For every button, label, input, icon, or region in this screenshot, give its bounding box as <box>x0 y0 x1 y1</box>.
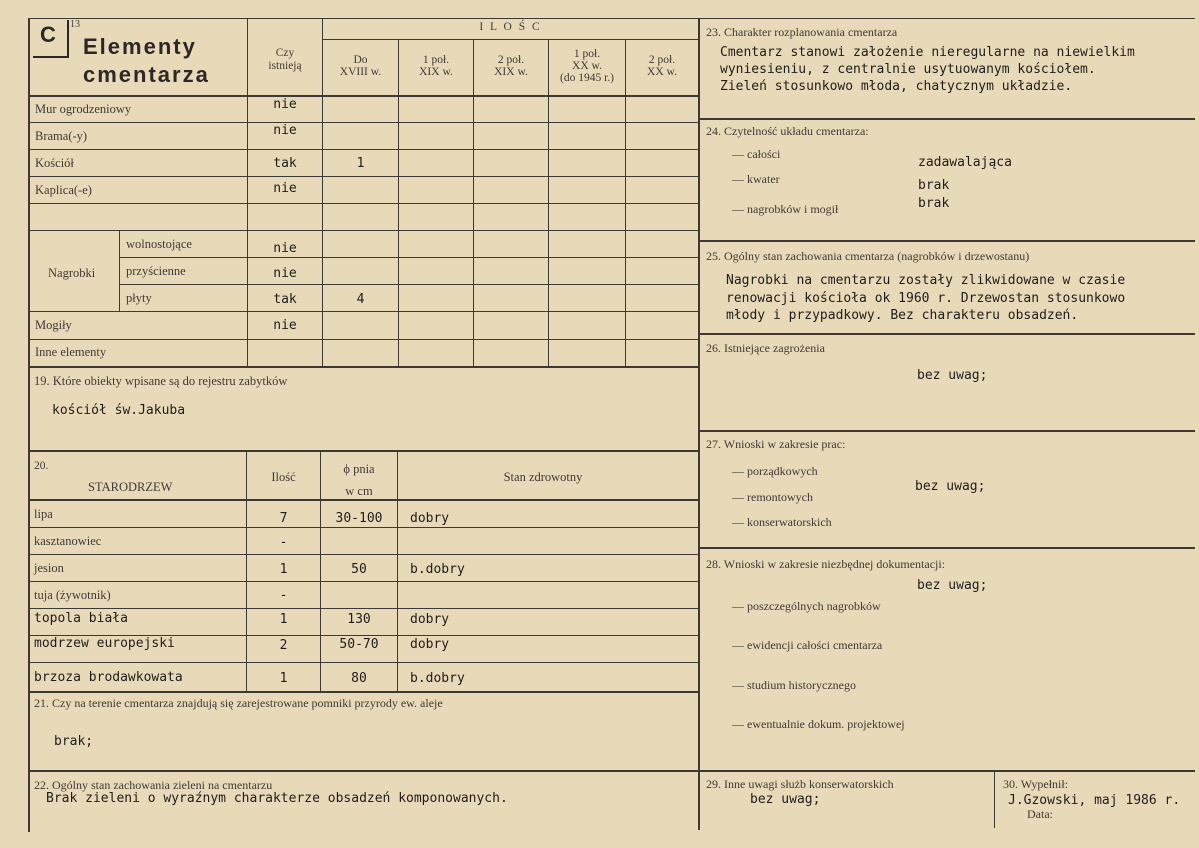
plyty-exists: tak <box>273 292 297 307</box>
s20-col-ilosc: Ilość <box>271 470 296 484</box>
period-2-l1: 1 poł. <box>422 54 450 66</box>
row-label-przyscienne: przyścienne <box>126 264 186 278</box>
form-title-line2: cmentarza <box>83 62 210 87</box>
brama-exists: nie <box>273 123 297 138</box>
s20-col-pnia-l1: ϕ pnia <box>343 462 375 476</box>
period-header-4 <box>549 48 625 84</box>
row-label-inne: Inne elementy <box>35 345 107 359</box>
page-number: 13 <box>70 19 80 30</box>
s19-value: kościół św.Jakuba <box>52 403 186 418</box>
s23-line2: wyniesieniu, z centralnie usytuowanym kościołem. <box>720 62 1096 77</box>
s20-num: 20. <box>34 460 49 472</box>
s26-label: 26. Istniejące zagrożenia <box>706 341 825 355</box>
s30-label: 30. Wypełnił: <box>1003 777 1069 791</box>
tree-pnia-topola: 130 <box>347 612 371 627</box>
tree-name-kasztanowiec: kasztanowiec <box>34 534 102 548</box>
tree-pnia-modrzew: 50-70 <box>339 637 379 652</box>
tree-pnia-lipa: 30-100 <box>335 511 383 526</box>
period-3-l1: 2 poł. <box>497 54 525 66</box>
tree-ilosc-brzoza: 1 <box>279 671 288 686</box>
tree-name-tuja: tuja (żywotnik) <box>34 588 111 602</box>
kosciol-do-xviii: 1 <box>356 156 365 171</box>
s26-value: bez uwag; <box>917 368 988 383</box>
tree-name-topola: topola biała <box>34 611 128 626</box>
period-header-1 <box>323 54 398 78</box>
s23-line1: Cmentarz stanowi założenie nieregularne na niewielkim <box>720 45 1135 60</box>
s20-col-stan: Stan zdrowotny <box>503 470 583 484</box>
tree-pnia-brzoza: 80 <box>351 671 367 686</box>
period-header-2 <box>399 54 473 78</box>
period-1-l2: XVIII w. <box>339 66 382 78</box>
s30-data-label: Data: <box>1027 807 1053 821</box>
row-label-kaplica: Kaplica(-e) <box>35 183 92 197</box>
kosciol-exists: tak <box>273 156 297 171</box>
mur-exists: nie <box>273 97 297 112</box>
tree-name-brzoza: brzoza brodawkowata <box>34 670 183 685</box>
period-1-l1: Do <box>353 54 368 66</box>
tree-stan-brzoza: b.dobry <box>410 671 465 686</box>
s27-remontowych: — remontowych <box>732 490 813 504</box>
s22-value: Brak zieleni o wyraźnym charakterze obsadzeń komponowanych. <box>46 791 508 806</box>
s28-projektowej: — ewentualnie dokum. projektowej <box>732 717 905 731</box>
s25-label: 25. Ogólny stan zachowania cmentarza (nagrobków i drzewostanu) <box>706 249 1030 263</box>
row-label-brama: Brama(-y) <box>35 129 88 143</box>
period-header-3 <box>474 54 548 78</box>
s23-label: 23. Charakter rozplanowania cmentarza <box>706 25 898 39</box>
period-4-l2: XX w. <box>572 60 602 72</box>
s28-label: 28. Wnioski w zakresie niezbędnej dokumentacji: <box>706 557 946 571</box>
kaplica-exists: nie <box>273 181 297 196</box>
row-label-wolnostojace: wolnostojące <box>126 237 192 251</box>
s20-title: STARODRZEW <box>88 480 173 494</box>
s27-porzadkowych: — porządkowych <box>732 464 818 478</box>
tree-stan-lipa: dobry <box>410 511 450 526</box>
s25-line1: Nagrobki na cmentarzu zostały zlikwidowane w czasie <box>726 273 1126 288</box>
period-header-5 <box>626 54 698 78</box>
col-exists-header <box>248 47 322 73</box>
row-label-mur: Mur ogrodzeniowy <box>35 102 132 116</box>
s21-label: 21. Czy na terenie cmentarza znajdują się zarejestrowane pomniki przyrody ew. aleje <box>34 696 443 710</box>
ilosc-header: I L O Ś C <box>479 21 542 33</box>
period-5-l2: XX w. <box>647 66 677 78</box>
row-label-mogily: Mogiły <box>35 318 72 332</box>
s24-value-calosci: zadawalająca <box>918 155 1012 170</box>
s20-col-pnia <box>321 458 397 502</box>
period-3-l2: XIX w. <box>494 66 528 78</box>
tree-stan-jesion: b.dobry <box>410 562 465 577</box>
tree-ilosc-kasztanowiec: - <box>279 535 288 550</box>
s27-label: 27. Wnioski w zakresie prac: <box>706 437 846 451</box>
col-exists-line2: istnieją <box>268 60 302 72</box>
s21-value: brak; <box>54 734 94 749</box>
plyty-do-xviii: 4 <box>356 292 365 307</box>
row-label-kosciol: Kościół <box>35 156 74 170</box>
s19-label: 19. Które obiekty wpisane są do rejestru zabytków <box>34 374 288 388</box>
tree-name-modrzew: modrzew europejski <box>34 636 175 651</box>
tree-name-jesion: jesion <box>34 561 64 575</box>
tree-ilosc-lipa: 7 <box>279 511 288 526</box>
col-exists-line1: Czy <box>275 47 295 59</box>
s24-kwater: — kwater <box>732 172 780 186</box>
form-title-line1: Elementy <box>83 34 197 59</box>
s25-line2: renowacji kościoła ok 1960 r. Drzewostan stosunkowo <box>726 291 1126 306</box>
tree-ilosc-tuja: - <box>279 588 288 603</box>
s24-nagrobkow: — nagrobków i mogił <box>732 202 839 216</box>
s27-value: bez uwag; <box>915 479 986 494</box>
s28-ewidencji: — ewidencji całości cmentarza <box>732 638 883 652</box>
tree-pnia-jesion: 50 <box>351 562 367 577</box>
s24-value-nagrobkow: brak <box>918 196 950 211</box>
tree-ilosc-jesion: 1 <box>279 562 288 577</box>
s24-value-kwater: brak <box>918 178 950 193</box>
tree-stan-topola: dobry <box>410 612 450 627</box>
wolnostojace-exists: nie <box>273 241 297 256</box>
s20-col-pnia-l2: w cm <box>345 484 373 498</box>
period-4-l3: (do 1945 r.) <box>560 72 614 84</box>
mogily-exists: nie <box>273 318 297 333</box>
przyscienne-exists: nie <box>273 266 297 281</box>
s29-label: 29. Inne uwagi służb konserwatorskich <box>706 777 894 791</box>
s28-nagrobkow: — poszczególnych nagrobków <box>732 599 881 613</box>
s24-label: 24. Czytelność układu cmentarza: <box>706 124 869 138</box>
nagrobki-group-label: Nagrobki <box>48 266 96 280</box>
tree-ilosc-topola: 1 <box>279 612 288 627</box>
s23-line3: Zieleń stosunkowo młoda, chatycznym układzie. <box>720 79 1073 94</box>
period-2-l2: XIX w. <box>419 66 453 78</box>
s25-line3: młody i przypadkowy. Bez charakteru obsadzeń. <box>726 308 1079 323</box>
row-label-plyty: płyty <box>126 291 152 305</box>
s27-konserwatorskich: — konserwatorskich <box>732 515 832 529</box>
s28-studium: — studium historycznego <box>732 678 856 692</box>
tree-ilosc-modrzew: 2 <box>279 638 288 653</box>
period-4-l1: 1 poł. <box>573 48 601 60</box>
period-5-l1: 2 poł. <box>648 54 676 66</box>
section-letter: C <box>40 22 56 47</box>
s22-label: 22. Ogólny stan zachowania zieleni na cmentarzu <box>34 778 273 792</box>
s30-value: J.Gzowski, maj 1986 r. <box>1008 793 1181 808</box>
s29-value: bez uwag; <box>750 792 821 807</box>
s28-value: bez uwag; <box>917 578 988 593</box>
s24-calosci: — całości <box>732 147 781 161</box>
tree-stan-modrzew: dobry <box>410 637 450 652</box>
tree-name-lipa: lipa <box>34 507 53 521</box>
